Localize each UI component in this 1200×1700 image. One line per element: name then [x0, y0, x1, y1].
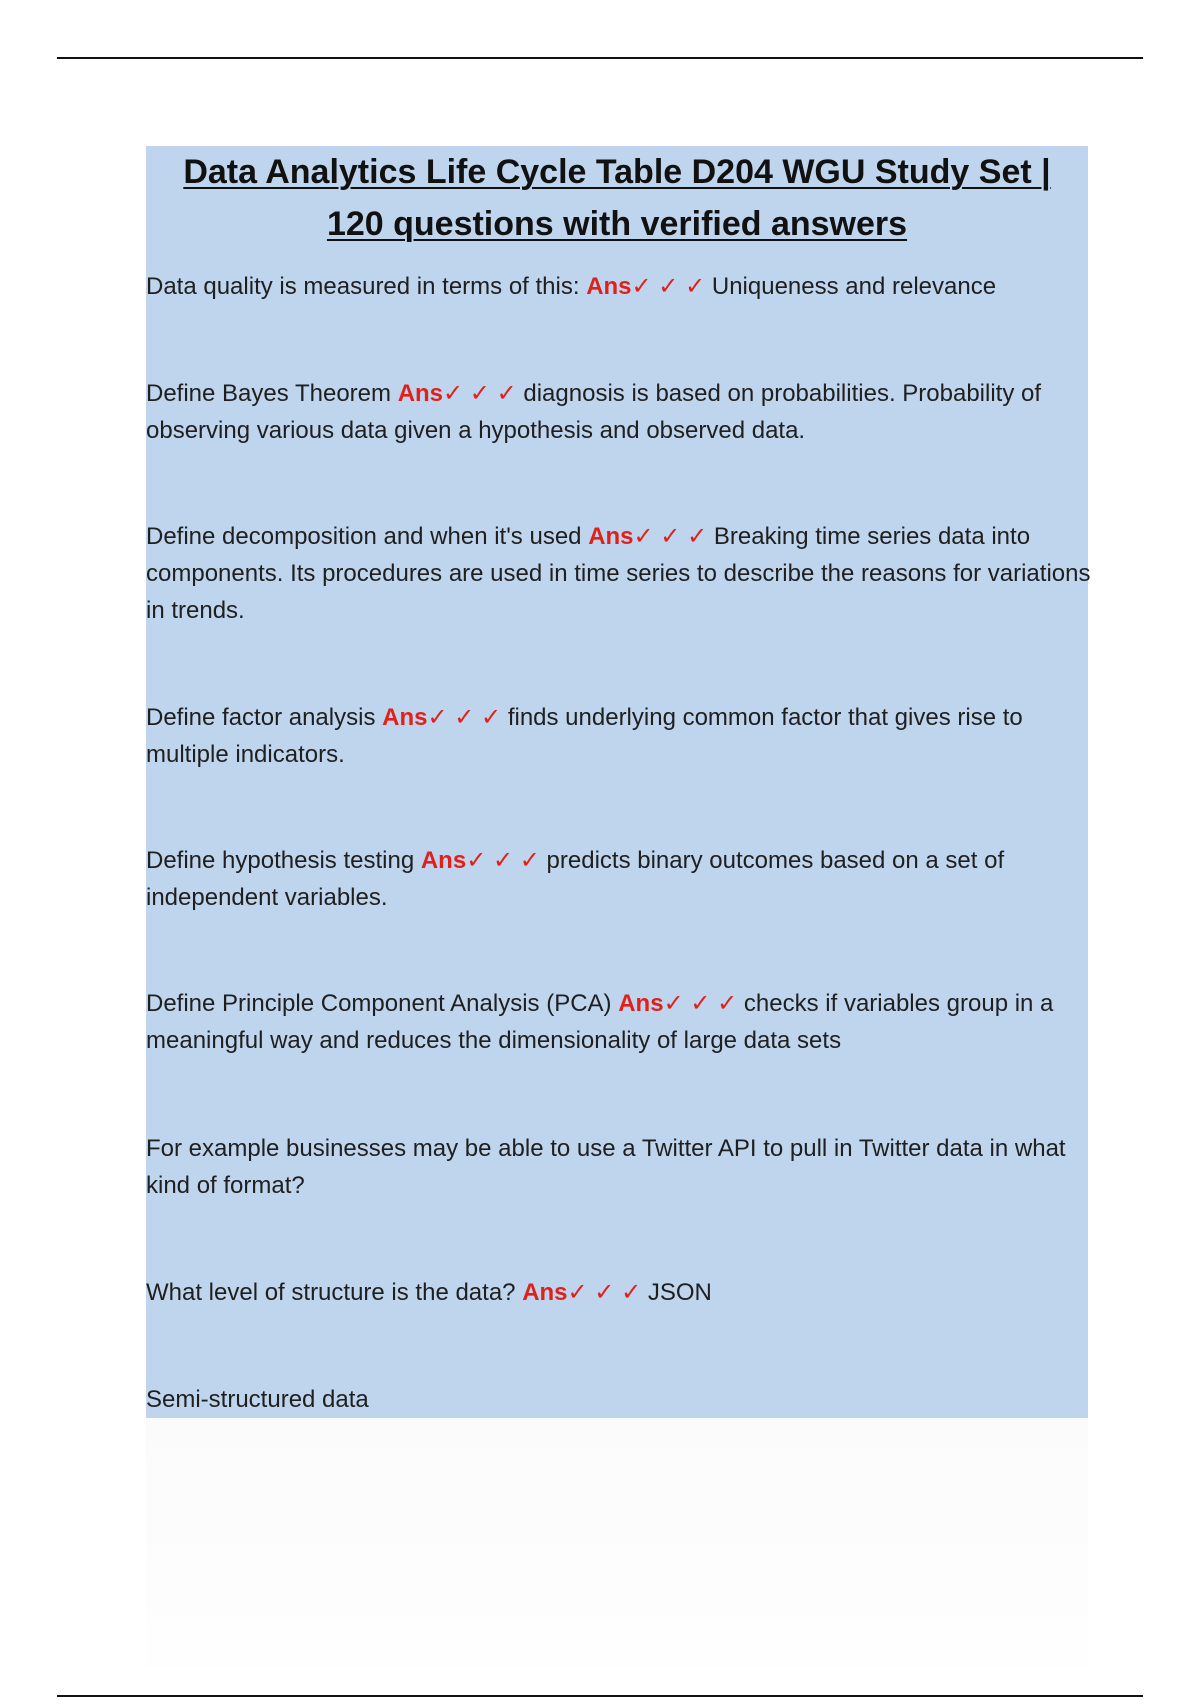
check-marks-icon: ✓ ✓ ✓ — [567, 1279, 642, 1306]
question-text: Define factor analysis — [146, 704, 376, 731]
header-rule — [57, 57, 1143, 59]
check-marks-icon: ✓ ✓ ✓ — [427, 704, 502, 731]
check-marks-icon: ✓ ✓ ✓ — [633, 523, 708, 550]
ans-label: Ans — [397, 380, 444, 407]
title-line-1: Data Analytics Life Cycle Table D204 WGU Study Set | — [183, 153, 1051, 191]
title-line-2: 120 questions with verified answers — [326, 205, 908, 243]
ans-label: Ans — [586, 273, 632, 300]
answer-text: diagnosis is based on probabilities. Probability of observing various data given a hypothesis and observed data. — [146, 380, 1042, 444]
page-fade-area — [146, 1418, 1088, 1668]
footer-rule — [57, 1695, 1143, 1697]
check-marks-icon: ✓ ✓ ✓ — [631, 273, 706, 300]
answer-text: predicts binary outcomes based on a set of independent variables. — [146, 847, 1005, 911]
question-text: For example businesses may be able to use a Twitter API to pull in Twitter data in what kind of format? — [146, 1135, 1066, 1199]
check-marks-icon: ✓ ✓ ✓ — [443, 380, 517, 407]
question-text: Define Bayes Theorem — [146, 380, 392, 407]
ans-label: Ans — [588, 523, 634, 550]
content-card — [146, 146, 1091, 1418]
ans-label: Ans — [618, 990, 664, 1017]
answer-text: Breaking time series data into components. Its procedures are used in time series to describe the reasons for variations in trends. — [146, 523, 1091, 624]
ans-label: Ans — [382, 704, 428, 731]
question-text: Semi-structured data — [146, 1386, 369, 1413]
question-text: Define decomposition and when it's used — [146, 523, 582, 550]
qa-item — [146, 375, 1096, 449]
qa-item — [146, 1381, 1096, 1418]
answer-text: Uniqueness and relevance — [711, 273, 997, 300]
check-marks-icon: ✓ ✓ ✓ — [466, 847, 540, 874]
ans-label: Ans — [420, 847, 467, 874]
question-text: What level of structure is the data? — [146, 1279, 516, 1306]
ans-label: Ans — [522, 1279, 568, 1306]
check-marks-icon: ✓ ✓ ✓ — [663, 990, 738, 1017]
qa-item — [146, 842, 1096, 916]
qa-item — [146, 985, 1096, 1059]
answer-text: checks if variables group in a meaningful way and reduces the dimensionality of large data sets — [146, 990, 1054, 1054]
document-title — [146, 146, 1088, 250]
question-text: Define Principle Component Analysis (PCA) — [146, 990, 612, 1017]
answer-text: finds underlying common factor that gives rise to multiple indicators. — [146, 704, 1023, 768]
qa-item — [146, 1274, 1096, 1311]
qa-item — [146, 268, 1096, 305]
answer-text: JSON — [647, 1279, 712, 1306]
question-text: Define hypothesis testing — [146, 847, 415, 874]
question-text: Data quality is measured in terms of this: — [146, 273, 580, 300]
qa-item — [146, 518, 1096, 629]
qa-item — [146, 1130, 1096, 1204]
qa-item — [146, 699, 1096, 773]
